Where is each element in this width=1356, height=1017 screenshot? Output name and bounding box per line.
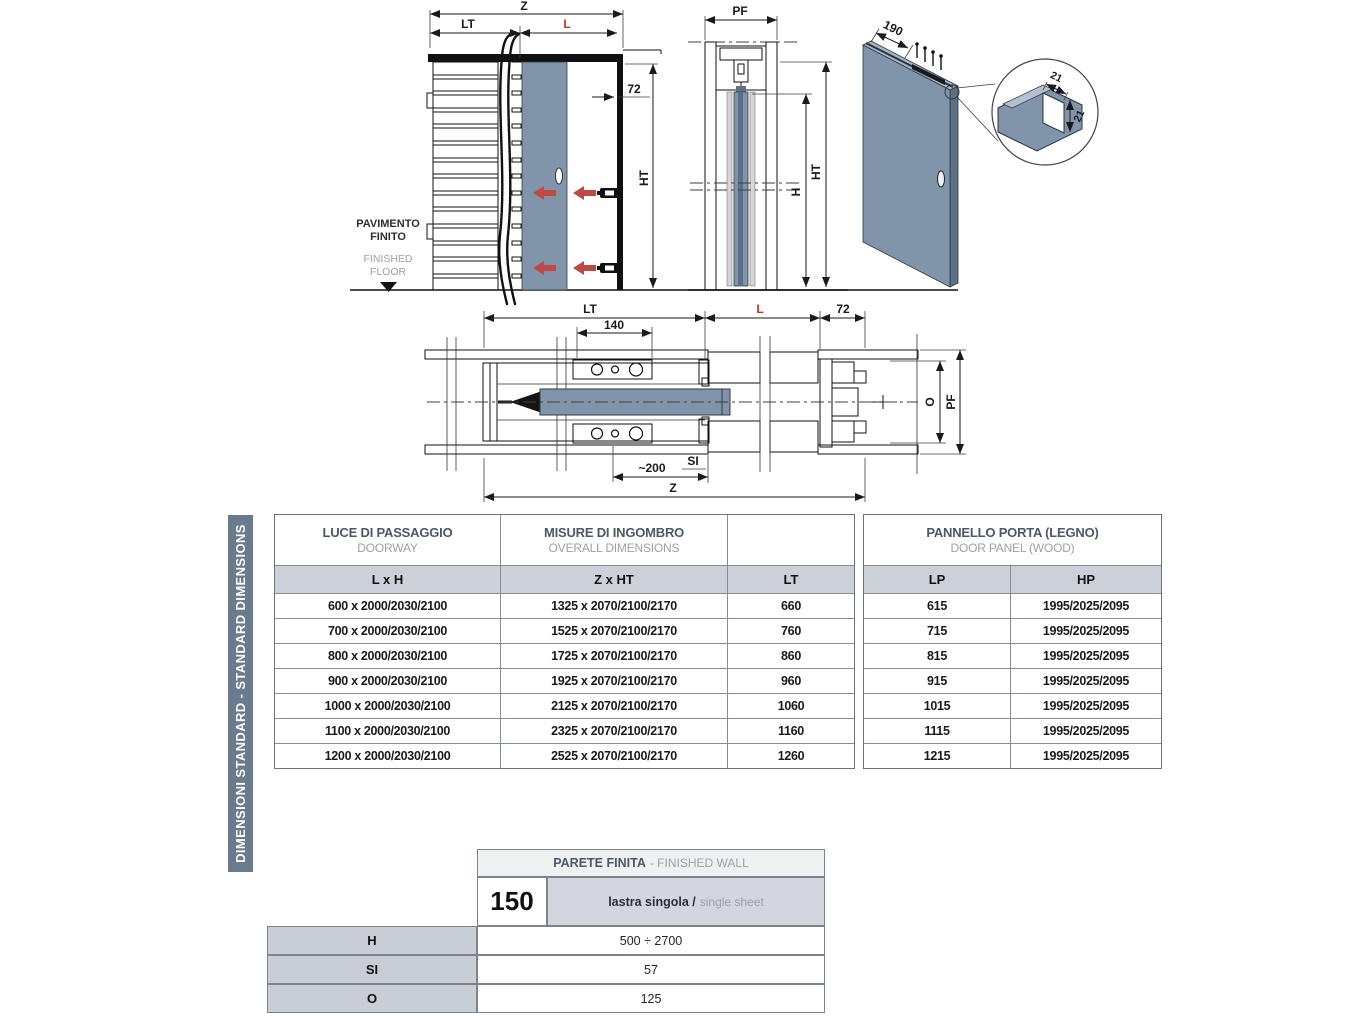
door-panel-3d-drawing [863,18,1098,287]
header-zxht: Z x HT [500,565,727,593]
cell-hp-6: 1995/2025/2095 [1010,743,1161,768]
groove-detail-circle [992,59,1098,165]
dim-label-z-plan: Z [669,481,677,495]
cell-lp-3: 915 [864,668,1010,693]
cell-lxh-6: 1200 x 2000/2030/2100 [275,743,500,768]
header-lp: LP [864,565,1010,593]
dim-label-h-section: H [789,187,803,197]
floor-label-en-1: FINISHED [363,253,413,265]
section-title: DIMENSIONI STANDARD - STANDARD DIMENSIONS [233,524,248,863]
door-jamb [617,62,623,290]
cell-lp-6: 1215 [864,743,1010,768]
doorway-title-it: LUCE DI PASSAGGIO [322,525,453,540]
row-value-h: 500 ÷ 2700 [477,926,825,955]
doorway-column-title [275,515,500,565]
track-carriage-detail [716,46,766,96]
dim-label-21-width: 21 [1048,69,1065,86]
dim-label-o: O [923,397,937,407]
header-lxh: L x H [275,565,500,593]
dimensions-table [274,514,855,769]
cell-lxh-3: 900 x 2000/2030/2100 [275,668,500,693]
cell-hp-5: 1995/2025/2095 [1010,718,1161,743]
wall-slab-right [766,42,777,290]
flush-handle-3d [938,171,945,187]
cell-lp-5: 1115 [864,718,1010,743]
overall-title-en: OVERALL DIMENSIONS [548,541,680,555]
cell-lt-1: 760 [727,618,854,643]
cell-zxht-5: 2325 x 2070/2100/2170 [500,718,727,743]
sheet-type-en: single sheet [699,894,764,909]
header-lt: LT [727,565,854,593]
cell-lxh-4: 1000 x 2000/2030/2100 [275,693,500,718]
dim-label-l-plan: L [756,302,764,316]
cell-lxh-0: 600 x 2000/2030/2100 [275,593,500,618]
cell-hp-0: 1995/2025/2095 [1010,593,1161,618]
vertical-section-drawing [688,4,848,290]
floor-label-it-1: PAVIMENTO [356,218,420,230]
row-label-o: O [267,984,477,1013]
dim-label-72-plan: 72 [836,302,850,316]
horizontal-section-drawing [425,302,966,502]
lt-column-title-empty [727,515,854,565]
door-panel-column-title [864,515,1161,565]
section-title-bar [228,515,253,872]
floor-label-it-2: FINITO [370,231,406,243]
row-value-si: 57 [477,955,825,984]
cell-lt-5: 1160 [727,718,854,743]
dim-label-lt-plan: LT [583,302,597,316]
row-label-h: H [267,926,477,955]
finished-floor-label [356,218,420,292]
finished-wall-title-en: - FINISHED WALL [649,856,749,870]
dim-label-ht-section: HT [809,164,823,180]
doorway-title-en: DOORWAY [357,541,418,555]
flush-handle [556,168,563,184]
cell-hp-3: 1995/2025/2095 [1010,668,1161,693]
cell-lxh-5: 1100 x 2000/2030/2100 [275,718,500,743]
cell-lxh-2: 800 x 2000/2030/2100 [275,643,500,668]
cell-zxht-3: 1925 x 2070/2100/2170 [500,668,727,693]
door-panel-title-en: DOOR PANEL (WOOD) [950,541,1075,555]
cell-zxht-4: 2125 x 2070/2100/2170 [500,693,727,718]
sheet-type-cell [547,877,825,926]
dim-label-si: SI [687,454,699,468]
finished-wall-table [267,849,825,1013]
cell-zxht-2: 1725 x 2070/2100/2170 [500,643,727,668]
finished-wall-header [477,849,825,877]
row-label-si: SI [267,955,477,984]
header-hp: HP [1010,565,1161,593]
dim-label-140: 140 [603,318,625,332]
dim-label-l: L [563,17,571,31]
cell-hp-2: 1995/2025/2095 [1010,643,1161,668]
overall-title-it: MISURE DI INGOMBRO [543,525,685,540]
cell-lp-2: 815 [864,643,1010,668]
dim-label-pf-section: PF [732,4,748,18]
dim-label-z: Z [520,0,528,13]
dim-label-72: 72 [627,82,641,96]
cell-lp-4: 1015 [864,693,1010,718]
cell-lt-2: 860 [727,643,854,668]
dim-label-200: ~200 [638,461,666,475]
overall-column-title [500,515,727,565]
dim-label-21-depth: 21 [1071,108,1088,125]
row-value-o: 125 [477,984,825,1013]
dim-label-ht: HT [637,170,651,186]
cell-lt-4: 1060 [727,693,854,718]
cell-lt-6: 1260 [727,743,854,768]
cell-zxht-1: 1525 x 2070/2100/2170 [500,618,727,643]
door-panel-table [863,514,1162,769]
cell-lp-1: 715 [864,618,1010,643]
cell-lt-3: 960 [727,668,854,693]
cell-hp-4: 1995/2025/2095 [1010,693,1161,718]
cell-zxht-0: 1325 x 2070/2100/2170 [500,593,727,618]
cell-hp-1: 1995/2025/2095 [1010,618,1161,643]
finished-wall-slab [708,352,760,383]
dim-label-lt: LT [461,17,475,31]
door-panel-title-it: PANNELLO PORTA (LEGNO) [926,525,1099,540]
sheet-type-it: lastra singola / [608,894,696,909]
cell-zxht-6: 2525 x 2070/2100/2170 [500,743,727,768]
jamb-assembly-plan [820,359,897,447]
cell-lxh-1: 700 x 2000/2030/2100 [275,618,500,643]
dim-label-190: 190 [881,17,906,39]
floor-label-en-2: FLOOR [369,266,407,278]
finished-wall-title-it: PARETE FINITA [553,856,646,870]
wall-thickness-cell: 150 [477,877,547,926]
cell-lt-0: 660 [727,593,854,618]
cell-lp-0: 615 [864,593,1010,618]
dim-label-pf-plan: PF [944,394,958,410]
wall-slab-left [705,42,716,290]
